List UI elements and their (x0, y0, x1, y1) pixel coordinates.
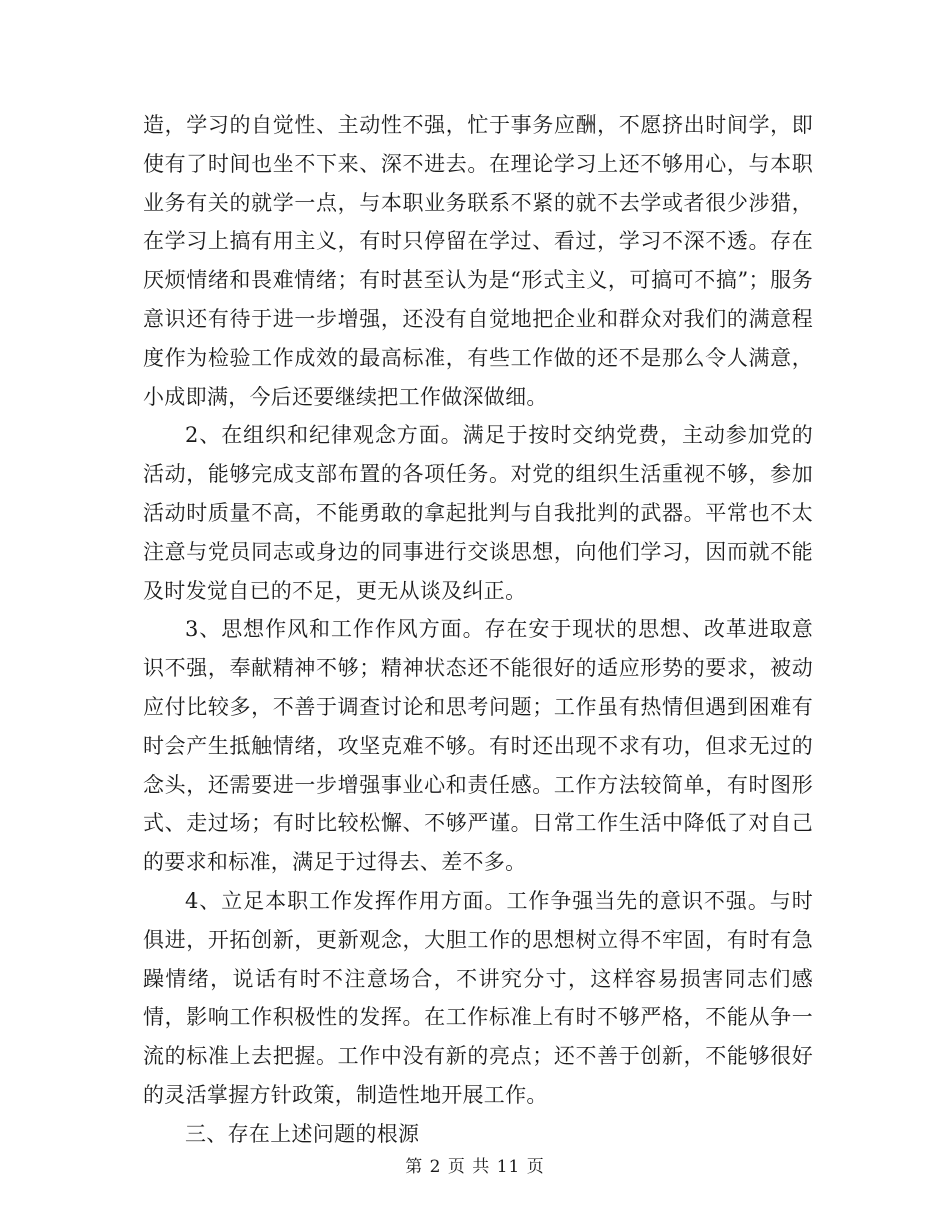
section-heading-root-causes: 三、存在上述问题的根源 (185, 1121, 420, 1146)
document-body (143, 106, 813, 1154)
paragraph-continuation: 造，学习的自觉性、主动性不强，忙于事务应酬，不愿挤出时间学，即使有了时间也坐不下来、深不进去。在理论学习上还不够用心，与本职业务有关的就学一点，与本职业务联系不紧的就不去学或者很少涉猎，在学习上搞有用主义，有时只停留在学过、看过，学习不深不透。存在厌烦情绪和畏难情绪；有时甚至认为是“形式主义，可搞可不搞”；服务意识还有待于进一步增强，还没有自觉地把企业和群众对我们的满意程度作为检验工作成效的最高标准，有些工作做的还不是那么令人满意，小成即满，今后还要继续把工作做深做细。 (143, 113, 813, 409)
page-number-footer: 第 2 页 共 11 页 (405, 1157, 545, 1177)
paragraph-organization-discipline: 2、在组织和纪律观念方面。满足于按时交纳党费，主动参加党的活动，能够完成支部布置的各项任务。对党的组织生活重视不够，参加活动时质量不高，不能勇敢的拿起批判与自我批判的武器。平常也不太注意与党员同志或身边的同事进行交谈思想，向他们学习，因而就不能及时发觉自已的不足，更无从谈及纠正。 (143, 423, 813, 603)
paragraph-work-style: 3、思想作风和工作作风方面。存在安于现状的思想、改革进取意识不强，奉献精神不够；精神状态还不能很好的适应形势的要求，被动应付比较多，不善于调查讨论和思考问题；工作虽有热情但遇到困难有时会产生抵触情绪，攻坚克难不够。有时还出现不求有功，但求无过的念头，还需要进一步增强事业心和责任感。工作方法较简单，有时图形式、走过场；有时比较松懈、不够严谨。日常工作生活中降低了对自己的要求和标准，满足于过得去、差不多。 (143, 617, 813, 875)
paragraph-role-performance: 4、立足本职工作发挥作用方面。工作争强当先的意识不强。与时俱进，开拓创新，更新观念，大胆工作的思想树立得不牢固，有时有急躁情绪，说话有时不注意场合，不讲究分寸，这样容易损害同志们感情，影响工作积极性的发挥。在工作标准上有时不够严格，不能从争一流的标准上去把握。工作中没有新的亮点；还不善于创新，不能够很好的灵活掌握方针政策，制造性地开展工作。 (143, 888, 813, 1107)
